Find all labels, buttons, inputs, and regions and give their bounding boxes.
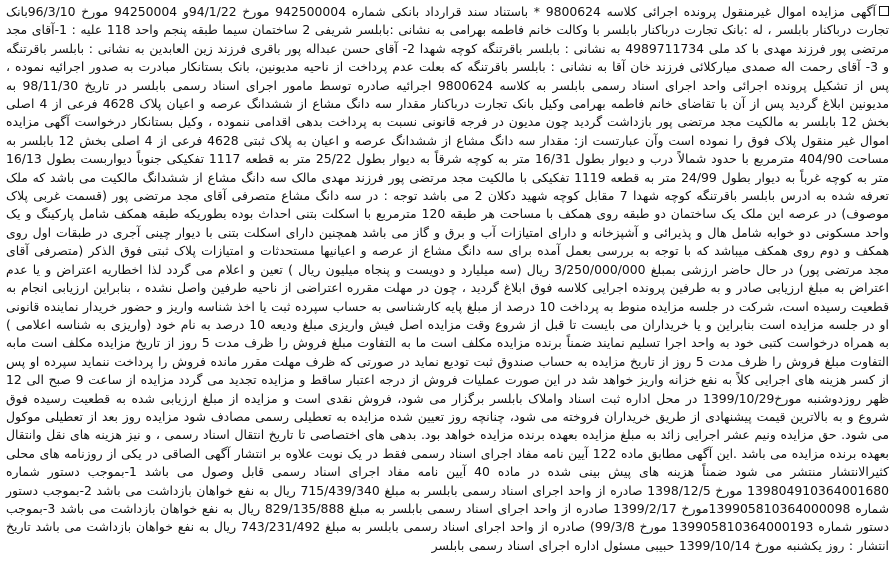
auction-notice [6, 3, 889, 555]
checkbox-bullet-icon [879, 6, 889, 16]
notice-text: آگهی مزایده اموال غیرمنقول پرونده اجرائی کلاسه 9800624 * باستناد سند قرارداد بانکی شماره 942500004 مورخ 94/1/22و 94250004 مورخ 96/3/10بانک تجارت درباکنار بابلسر ، له :بانک تجارت درباکنار بابلسر با وکالت خانم فاطمه بهرامی به نشانی :بابلسر شریفی 2 ساختمان سیما طبقه پنجم واحد 118 علیه : 1-آقای مجد مرتضی پور فرزند مهدی با کد ملی 4989711734 به نشانی : بابلسر باقرتنگه کوچه شهدا 2- آقای حسن عبداله پور باقری فرزند زین العابدین به نشانی : بابلسر باقرتنگه و 3- آقای رحمت اله صمدی میارکلائی فرزند خان آقا به نشانی : بابلسر باقرتنگه که بعلت عدم پرداخت از ناحیه مدیونین، بانک بستانکار مبادرت به صدور اجرائیه نموده ، پس از تشکیل پرونده اجرائی واحد اجرای اسناد رسمی بابلسر به کلاسه 9800624 اجرائیه صادره توسط مامور اجرای اسناد رسمی بابلسر در تاریخ 98/11/30 به مدیونین ابلاغ گردید پس از آن با تقاضای خانم فاطمه بهرامی وکیل بانک تجارت درباکنار مقدار سه دانگ مشاع از ششدانگ عرصه و اعیان پلاک 4628 فرعی از 4 اصلی بخش 12 بابلسر به مالکیت مجد مرتضی پور بازداشت گردید چون مدیون در فرجه قانونی نسبت به پرداخت بدهی اقدامی ننموده ، وکیل بستانکار درخواست آگهی مزایده اموال غیر منقول پلاک فوق را نموده است وآن عبارتست از: مقدار سه دانگ مشاع از ششدانگ عرصه و اعیان به پلاک ثبتی 4628 فرعی از 4 اصلی بخش 12 بابلسر به مساحت 404/90 مترمربع با حدود شمالاً درب و دیوار بطول 16/31 متر به کوچه شرقاً به دیوار بطول 25/22 متر به قطعه 1117 تفکیکی جنوباً دیواربست بطول 16/13 متر به کوچه غرباً به دیوار بطول 24/99 متر به قطعه 1119 تفکیکی با مالکیت مجد مرتضی پور فرزند مهدی مالک سه دانگ مشاع از ششدانگ مالکیت می باشد که ملک تعرفه شده به ادرس بابلسر باقرتنگه کوچه شهدا 7 مقابل کوچه شهید دکلان 2 می باشد توجه : در سه دانگ مشاع متصرفی آقای مجد مرتضی پور (قسمت غربی پلاک موصوف) در عرصه این ملک یک ساختمان دو طبقه روی همکف با مساحت هر طبقه 120 مترمربع با اسکلت بتنی احداث بوده بطوریکه طبقه همکف شامل پارکینگ و یک واحد مسکونی دو خوابه شامل هال و پذیرائی و آشپزخانه و دارای امتیازات آب و برق و گاز می باشد همچنین دارای اسکلت بتنی با دیوار چینی آجری در طبقات اول روی همکف و دوم روی همکف میباشد که با توجه به بررسی بعمل آمده برای سه دانگ مشاع از عرصه و اعیانیها مستحدثات و امتیازات پلاک ثبتی فوق الذکر (متصرفی آقای مجد مرتضی پور) در حال حاضر ارزشی بمبلغ 3/250/000/000 ریال (سه میلیارد و دویست و پنجاه میلیون ریال ) تعین و اعلام می گردد لذا اخطاریه اعتراض و یا عدم اعتراض به مبلغ ارزیابی صادر و به طرفین پرونده اجرایی کلاسه فوق ابلاغ گردید ، چون در مهلت مقرره اعتراضی از ناحیه طرفین واصل نشده ، بنابراین ارزیابی انجام به قطعیت رسیده است، شرکت در جلسه مزایده منوط به پرداخت 10 درصد از مبلغ پایه کارشناسی به حساب سپرده ثبت یا اخذ شناسه واریز و حضور خریدار نماینده قانونی او در جلسه مزایده است بنابراین و یا خریداران می بایست تا قبل از شروع وقت مزایده اصل فیش واریزی مبلغ ودیعه 10 درصد به نام خود (واریزی به شناسه اعلامی ) به همراه درخواست کتبی خود به واحد اجرا تسلیم نمایند ضمناً برنده مزایده مکلف است ما به التفاوت مبلغ فروش را ظرف مدت 5 روز از تاریخ مزایده مکلف است مابه التفاوت مبلغ فروش را ظرف مدت 5 روز از تاریخ مزایده به حساب صندوق ثبت تودیع نماید در صورتی که ظرف مهلت مقرر مانده فروش را پرداخت ننماید سپرده او پس از کسر هزینه های اجرایی کلاً به نفع خزانه واریز خواهد شد در این صورت عملیات فروش از درجه اعتبار ساقط و مزایده تجدید می گردد مزایده از ساعت 9 صبح الی 12 ظهر روزدوشنبه مورخ1399/10/29 در محل اداره ثبت اسناد واملاک بابلسر برگزار می شود، فروش نقدی است و مزایده از مبلغ ارزیابی شده به قطعیت رسیده فوق شروع و به بالاترین قیمت پیشنهادی از طریق خریداران فروخته می شود، چنانچه روز تعیین شده مزایده به تعطیلی رسمی مصادف شود مزایده روز بعد از تعطیلی موکول می شود. حق مزایده ونیم عشر اجرایی زائد به مبلغ مزایده بعهده برنده مزایده خواهد بود. بدهی های اختصاصی تا تاریخ انتقال اسناد رسمی ، و نیز هزینه های نقل وانتقال بعهده برنده مزایده می باشد .این آگهی مطابق ماده 122 آیین نامه مفاد اجرای اسناد رسمی فقط در یک نوبت علاوه بر انتشار آگهی الصاقی در یکی از روزنامه های محلی کثیرالانتشار منتشر می شود ضمناً هزینه های پیش بینی شده در ماده 40 آیین نامه مفاد اجرای اسناد رسمی قابل وصول می باشد 1-بموجب دستور شماره 139804910364001680 مورخ 1398/12/5 صادره از واحد اجرای اسناد رسمی بابلسر به مبلغ 715/439/340 ریال به نفع خواهان بازداشت می باشد 2-بموجب دستور شماره 139905810364000098مورخ 1399/2/17 صادره از واحد اجرای اسناد رسمی بابلسر به مبلغ 829/135/888 ریال به نفع خواهان بازداشت می باشد 3-بموجب دستور شماره 139905810364000193 مورخ 99/3/8) صادره از واحد اجرای اسناد رسمی بابلسر به مبلغ 743/231/492 ریال به نفع خواهان بازداشت می باشد تاریخ انتشار : روز یکشنبه مورخ 1399/10/14 حبیبی مسئول اداره اجرای اسناد رسمی بابلسر [6, 4, 890, 553]
